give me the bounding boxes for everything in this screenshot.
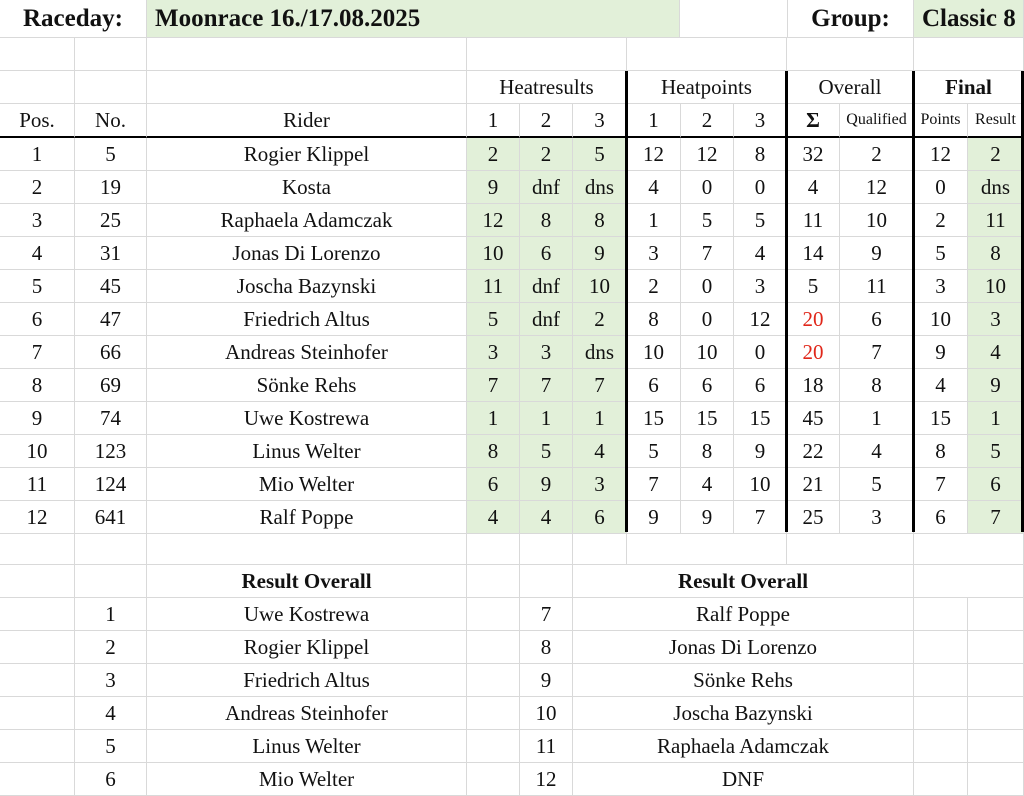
number-cell[interactable]: 69	[75, 369, 147, 402]
overall-rider-name[interactable]: Jonas Di Lorenzo	[573, 631, 914, 664]
list-item	[0, 631, 1024, 664]
overall-header: Overall	[787, 71, 914, 104]
raceday-value[interactable]: Moonrace 16./17.08.2025	[147, 0, 680, 38]
heat-1-result[interactable]: 6	[467, 468, 520, 501]
sum-points[interactable]: 22	[787, 435, 840, 468]
rider-name[interactable]: Raphaela Adamczak	[147, 204, 467, 237]
heat-2-result[interactable]: 2	[520, 138, 573, 171]
qualified-rank[interactable]: 5	[840, 468, 914, 501]
heat-2-result[interactable]: dnf	[520, 303, 573, 336]
overall-place[interactable]: 12	[520, 763, 573, 796]
heat-2-points[interactable]: 10	[681, 336, 734, 369]
heat-3-points[interactable]: 8	[734, 138, 787, 171]
heat-2-points[interactable]: 0	[681, 270, 734, 303]
empty-row	[0, 532, 1024, 565]
heat-3-result[interactable]: dns	[573, 171, 627, 204]
col-no: No.	[75, 104, 147, 138]
final-result[interactable]: dns	[968, 171, 1024, 204]
overall-rider-name[interactable]: Rogier Klippel	[147, 631, 467, 664]
sum-points[interactable]: 5	[787, 270, 840, 303]
heat-2-points[interactable]: 0	[681, 303, 734, 336]
number-cell[interactable]: 47	[75, 303, 147, 336]
empty-cell	[467, 697, 520, 730]
final-points[interactable]: 0	[914, 171, 968, 204]
table-row	[0, 237, 1024, 270]
heat-2-result[interactable]: 1	[520, 402, 573, 435]
sum-points[interactable]: 14	[787, 237, 840, 270]
heat-3-result[interactable]: 8	[573, 204, 627, 237]
rider-name[interactable]: Linus Welter	[147, 435, 467, 468]
final-points[interactable]: 4	[914, 369, 968, 402]
pos-cell[interactable]: 6	[0, 303, 75, 336]
pos-cell[interactable]: 5	[0, 270, 75, 303]
final-points[interactable]: 3	[914, 270, 968, 303]
empty-cell	[914, 730, 968, 763]
heat-2-points[interactable]: 0	[681, 171, 734, 204]
final-result[interactable]: 2	[968, 138, 1024, 171]
overall-place[interactable]: 8	[520, 631, 573, 664]
number-cell[interactable]: 25	[75, 204, 147, 237]
qualified-rank[interactable]: 3	[840, 501, 914, 534]
final-points[interactable]: 9	[914, 336, 968, 369]
empty-cell	[467, 631, 520, 664]
sum-points[interactable]: 11	[787, 204, 840, 237]
empty-cell	[968, 763, 1024, 796]
rider-name[interactable]: Mio Welter	[147, 468, 467, 501]
number-cell[interactable]: 66	[75, 336, 147, 369]
heat-1-result[interactable]: 2	[467, 138, 520, 171]
rider-name[interactable]: Jonas Di Lorenzo	[147, 237, 467, 270]
title-row	[0, 0, 1024, 38]
empty-cell	[0, 763, 75, 796]
result-overall-left-title: Result Overall	[147, 565, 467, 598]
sum-points[interactable]: 21	[787, 468, 840, 501]
heat-1-points[interactable]: 9	[627, 501, 681, 534]
group-label: Group:	[788, 0, 914, 38]
heat-1-result[interactable]: 8	[467, 435, 520, 468]
overall-rider-name[interactable]: Joscha Bazynski	[573, 697, 914, 730]
table-row	[0, 270, 1024, 303]
heat-1-result[interactable]: 1	[467, 402, 520, 435]
heat-3-points[interactable]: 7	[734, 501, 787, 534]
group-value[interactable]: Classic 8	[914, 0, 1024, 38]
heat-1-result[interactable]: 5	[467, 303, 520, 336]
qualified-rank[interactable]: 7	[840, 336, 914, 369]
heat-3-points[interactable]: 9	[734, 435, 787, 468]
heat-1-points[interactable]: 10	[627, 336, 681, 369]
heat-3-result[interactable]: 3	[573, 468, 627, 501]
heat-2-result[interactable]: 4	[520, 501, 573, 534]
final-result[interactable]: 11	[968, 204, 1024, 237]
heat-1-points[interactable]: 7	[627, 468, 681, 501]
number-cell[interactable]: 5	[75, 138, 147, 171]
final-points[interactable]: 7	[914, 468, 968, 501]
pos-cell[interactable]: 8	[0, 369, 75, 402]
heat-1-points[interactable]: 12	[627, 138, 681, 171]
list-item	[0, 664, 1024, 697]
sum-points[interactable]: 20	[787, 336, 840, 369]
sum-points[interactable]: 20	[787, 303, 840, 336]
heat-2-result[interactable]: dnf	[520, 171, 573, 204]
empty-cell	[467, 730, 520, 763]
heat-1-points[interactable]: 1	[627, 204, 681, 237]
rider-name[interactable]: Friedrich Altus	[147, 303, 467, 336]
overall-rider-name[interactable]: Linus Welter	[147, 730, 467, 763]
pos-cell[interactable]: 11	[0, 468, 75, 501]
col-qualified: Qualified	[840, 104, 914, 138]
table-row	[0, 303, 1024, 336]
heat-3-points[interactable]: 10	[734, 468, 787, 501]
final-points[interactable]: 15	[914, 402, 968, 435]
col-sigma: Σ	[787, 104, 840, 138]
final-result[interactable]: 7	[968, 501, 1024, 534]
sum-points[interactable]: 4	[787, 171, 840, 204]
separator	[785, 71, 788, 532]
table-row	[0, 138, 1024, 171]
empty-cell	[968, 631, 1024, 664]
rider-name[interactable]: Ralf Poppe	[147, 501, 467, 534]
list-item	[0, 730, 1024, 763]
heat-3-result[interactable]: 2	[573, 303, 627, 336]
result-overall-title-row	[0, 565, 1024, 598]
overall-place[interactable]: 11	[520, 730, 573, 763]
empty-cell	[914, 664, 968, 697]
final-points[interactable]: 6	[914, 501, 968, 534]
table-row	[0, 402, 1024, 435]
heat-3-result[interactable]: 10	[573, 270, 627, 303]
col-heat-1: 1	[467, 104, 520, 138]
heat-2-result[interactable]: 5	[520, 435, 573, 468]
final-header: Final	[914, 71, 1024, 104]
empty-cell	[914, 763, 968, 796]
table-row	[0, 468, 1024, 501]
heat-3-result[interactable]: 9	[573, 237, 627, 270]
rider-name[interactable]: Rogier Klippel	[147, 138, 467, 171]
heat-2-result[interactable]: 3	[520, 336, 573, 369]
overall-place[interactable]: 9	[520, 664, 573, 697]
overall-place[interactable]: 6	[75, 763, 147, 796]
sum-points[interactable]: 45	[787, 402, 840, 435]
heat-1-points[interactable]: 5	[627, 435, 681, 468]
overall-rider-name[interactable]: DNF	[573, 763, 914, 796]
qualified-rank[interactable]: 4	[840, 435, 914, 468]
heat-1-points[interactable]: 4	[627, 171, 681, 204]
empty-cell	[968, 598, 1024, 631]
heat-3-points[interactable]: 12	[734, 303, 787, 336]
pos-cell[interactable]: 12	[0, 501, 75, 534]
heatresults-header: Heatresults	[467, 71, 627, 104]
heat-3-points[interactable]: 0	[734, 336, 787, 369]
col-points-3: 3	[734, 104, 787, 138]
rider-name[interactable]: Andreas Steinhofer	[147, 336, 467, 369]
rider-name[interactable]: Kosta	[147, 171, 467, 204]
number-cell[interactable]: 31	[75, 237, 147, 270]
number-cell[interactable]: 19	[75, 171, 147, 204]
qualified-rank[interactable]: 1	[840, 402, 914, 435]
pos-cell[interactable]: 4	[0, 237, 75, 270]
heat-1-points[interactable]: 15	[627, 402, 681, 435]
final-points[interactable]: 5	[914, 237, 968, 270]
final-result[interactable]: 10	[968, 270, 1024, 303]
overall-place[interactable]: 2	[75, 631, 147, 664]
empty-cell	[0, 631, 75, 664]
heat-1-result[interactable]: 9	[467, 171, 520, 204]
final-points[interactable]: 8	[914, 435, 968, 468]
heat-2-result[interactable]: 7	[520, 369, 573, 402]
heat-2-result[interactable]: 8	[520, 204, 573, 237]
heat-1-result[interactable]: 11	[467, 270, 520, 303]
empty-cell	[968, 730, 1024, 763]
empty-cell	[968, 697, 1024, 730]
heat-3-points[interactable]: 6	[734, 369, 787, 402]
pos-cell[interactable]: 3	[0, 204, 75, 237]
empty-cell	[968, 664, 1024, 697]
separator	[625, 71, 628, 532]
list-item	[0, 697, 1024, 730]
heat-2-result[interactable]: dnf	[520, 270, 573, 303]
heat-1-points[interactable]: 2	[627, 270, 681, 303]
pos-cell[interactable]: 2	[0, 171, 75, 204]
heat-3-result[interactable]: 6	[573, 501, 627, 534]
heat-3-result[interactable]: dns	[573, 336, 627, 369]
table-row	[0, 204, 1024, 237]
heat-3-result[interactable]: 1	[573, 402, 627, 435]
final-result[interactable]: 9	[968, 369, 1024, 402]
heat-1-points[interactable]: 8	[627, 303, 681, 336]
rider-name[interactable]: Uwe Kostrewa	[147, 402, 467, 435]
heatpoints-header: Heatpoints	[627, 71, 787, 104]
col-result: Result	[968, 104, 1024, 138]
overall-place[interactable]: 10	[520, 697, 573, 730]
overall-rider-name[interactable]: Ralf Poppe	[573, 598, 914, 631]
table-row	[0, 171, 1024, 204]
sum-points[interactable]: 25	[787, 501, 840, 534]
col-rider: Rider	[147, 104, 467, 138]
rider-name[interactable]: Sönke Rehs	[147, 369, 467, 402]
heat-2-points[interactable]: 9	[681, 501, 734, 534]
qualified-rank[interactable]: 2	[840, 138, 914, 171]
qualified-rank[interactable]: 10	[840, 204, 914, 237]
qualified-rank[interactable]: 8	[840, 369, 914, 402]
qualified-rank[interactable]: 9	[840, 237, 914, 270]
heat-2-points[interactable]: 7	[681, 237, 734, 270]
overall-rider-name[interactable]: Sönke Rehs	[573, 664, 914, 697]
empty-cell	[680, 0, 788, 38]
qualified-rank[interactable]: 6	[840, 303, 914, 336]
overall-place[interactable]: 7	[520, 598, 573, 631]
heat-1-result[interactable]: 10	[467, 237, 520, 270]
heat-2-points[interactable]: 6	[681, 369, 734, 402]
overall-rider-name[interactable]: Mio Welter	[147, 763, 467, 796]
heat-2-result[interactable]: 9	[520, 468, 573, 501]
final-points[interactable]: 10	[914, 303, 968, 336]
heat-1-result[interactable]: 4	[467, 501, 520, 534]
heat-1-result[interactable]: 12	[467, 204, 520, 237]
empty-cell	[0, 730, 75, 763]
heat-2-points[interactable]: 5	[681, 204, 734, 237]
empty-cell	[467, 763, 520, 796]
heat-2-points[interactable]: 15	[681, 402, 734, 435]
sum-points[interactable]: 18	[787, 369, 840, 402]
heat-3-points[interactable]: 0	[734, 171, 787, 204]
heat-3-points[interactable]: 4	[734, 237, 787, 270]
heat-3-result[interactable]: 5	[573, 138, 627, 171]
final-points[interactable]: 2	[914, 204, 968, 237]
empty-cell	[0, 697, 75, 730]
empty-cell	[914, 697, 968, 730]
col-pos: Pos.	[0, 104, 75, 138]
final-result[interactable]: 3	[968, 303, 1024, 336]
overall-rider-name[interactable]: Friedrich Altus	[147, 664, 467, 697]
heat-3-points[interactable]: 5	[734, 204, 787, 237]
empty-cell	[467, 664, 520, 697]
heat-2-points[interactable]: 8	[681, 435, 734, 468]
result-overall-right-title: Result Overall	[573, 565, 914, 598]
final-result[interactable]: 6	[968, 468, 1024, 501]
table-row	[0, 435, 1024, 468]
overall-rider-name[interactable]: Uwe Kostrewa	[147, 598, 467, 631]
table-row	[0, 336, 1024, 369]
pos-cell[interactable]: 7	[0, 336, 75, 369]
pos-cell[interactable]: 9	[0, 402, 75, 435]
final-result[interactable]: 8	[968, 237, 1024, 270]
overall-place[interactable]: 1	[75, 598, 147, 631]
empty-cell	[914, 631, 968, 664]
heat-2-result[interactable]: 6	[520, 237, 573, 270]
pos-cell[interactable]: 1	[0, 138, 75, 171]
qualified-rank[interactable]: 12	[840, 171, 914, 204]
qualified-rank[interactable]: 11	[840, 270, 914, 303]
col-points-2: 2	[681, 104, 734, 138]
final-result[interactable]: 4	[968, 336, 1024, 369]
raceday-label: Raceday:	[0, 0, 147, 38]
overall-place[interactable]: 5	[75, 730, 147, 763]
col-heat-3: 3	[573, 104, 627, 138]
empty-cell	[914, 598, 968, 631]
empty-row	[0, 38, 1024, 71]
number-cell[interactable]: 123	[75, 435, 147, 468]
table-row	[0, 501, 1024, 534]
heat-1-points[interactable]: 3	[627, 237, 681, 270]
overall-rider-name[interactable]: Andreas Steinhofer	[147, 697, 467, 730]
number-cell[interactable]: 124	[75, 468, 147, 501]
col-points-1: 1	[627, 104, 681, 138]
number-cell[interactable]: 641	[75, 501, 147, 534]
list-item	[0, 763, 1024, 796]
heat-1-result[interactable]: 3	[467, 336, 520, 369]
overall-place[interactable]: 3	[75, 664, 147, 697]
table-row	[0, 369, 1024, 402]
heat-3-result[interactable]: 7	[573, 369, 627, 402]
heat-1-result[interactable]: 7	[467, 369, 520, 402]
heat-3-points[interactable]: 3	[734, 270, 787, 303]
col-heat-2: 2	[520, 104, 573, 138]
final-points[interactable]: 12	[914, 138, 968, 171]
section-header-row	[0, 71, 1024, 104]
rider-name[interactable]: Joscha Bazynski	[147, 270, 467, 303]
column-header-row	[0, 104, 1024, 138]
separator	[912, 71, 915, 532]
heat-3-points[interactable]: 15	[734, 402, 787, 435]
empty-cell	[0, 598, 75, 631]
list-item	[0, 598, 1024, 631]
sum-points[interactable]: 32	[787, 138, 840, 171]
overall-rider-name[interactable]: Raphaela Adamczak	[573, 730, 914, 763]
final-result[interactable]: 5	[968, 435, 1024, 468]
number-cell[interactable]: 45	[75, 270, 147, 303]
pos-cell[interactable]: 10	[0, 435, 75, 468]
empty-cell	[467, 598, 520, 631]
heat-3-result[interactable]: 4	[573, 435, 627, 468]
heat-2-points[interactable]: 4	[681, 468, 734, 501]
final-result[interactable]: 1	[968, 402, 1024, 435]
col-points: Points	[914, 104, 968, 138]
heat-1-points[interactable]: 6	[627, 369, 681, 402]
overall-place[interactable]: 4	[75, 697, 147, 730]
heat-2-points[interactable]: 12	[681, 138, 734, 171]
empty-cell	[0, 664, 75, 697]
number-cell[interactable]: 74	[75, 402, 147, 435]
